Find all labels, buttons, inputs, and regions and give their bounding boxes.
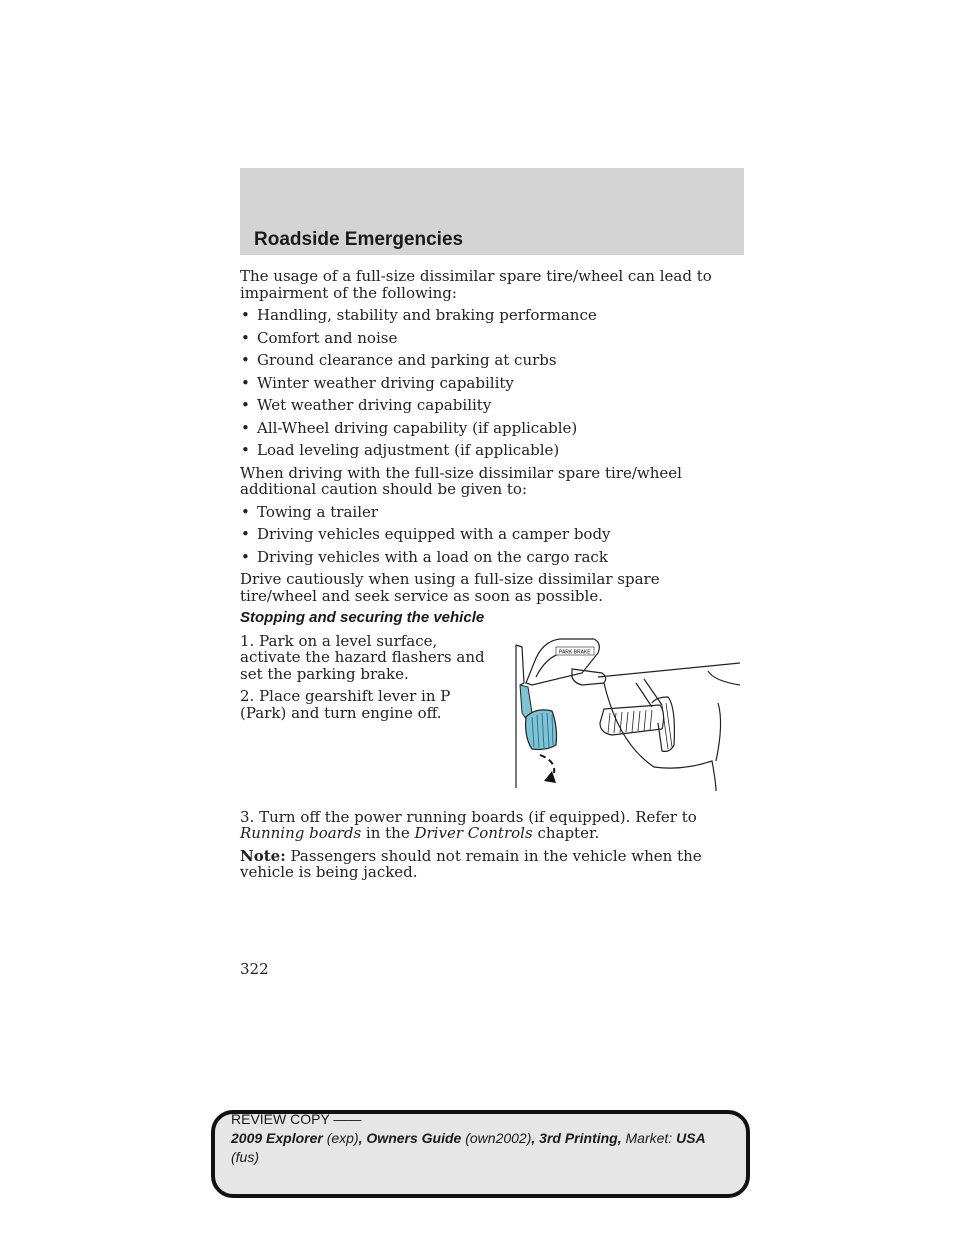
step-3: 3. Turn off the power running boards (if equipped). Refer to Running boards in the Driver Controls chapter. [240,807,697,842]
section-title: Roadside Emergencies [254,229,464,250]
impairment-list [240,307,740,459]
caution-list [240,504,740,566]
subsection-heading: Stopping and securing the vehicle [240,609,485,626]
note-paragraph: Note: Passengers should not remain in the vehicle when the vehicle is being jacked. [240,846,702,881]
parking-brake-illustration [512,633,742,793]
page-content [240,268,740,887]
bullet-icon: • [241,351,250,369]
step-1: 1. Park on a level surface, activate the hazard flashers and set the parking brake. [240,631,485,683]
review-copy-line: REVIEW COPY —— [231,1111,362,1127]
steps-text [240,633,485,728]
list-item: • Winter weather driving capability [241,373,514,392]
list-item: • Driving vehicles equipped with a camper body [241,525,611,543]
bullet-icon: • [241,502,250,521]
list-item: • All-Wheel driving capability (if applicable) [241,418,578,437]
bullet-icon: • [241,328,250,347]
list-item: • Wet weather driving capability [241,396,492,414]
page-number: 322 [240,960,269,978]
bullet-icon: • [241,525,250,543]
drive-note-paragraph: Drive cautiously when using a full-size dissimilar spare tire/wheel and seek service as soon as possible. [240,570,660,605]
bullet-icon: • [241,418,250,437]
bullet-icon: • [241,396,250,414]
list-item: • Load leveling adjustment (if applicable) [241,441,560,459]
publication-info-line: 2009 Explorer (exp), Owners Guide (own2002), 3rd Printing, Market: USA [231,1130,706,1146]
link-running-boards: Running boards [240,824,362,842]
bullet-icon: • [241,441,250,459]
caution-paragraph: When driving with the full-size dissimilar spare tire/wheel additional caution should be given to: [240,463,682,498]
list-item: • Towing a trailer [241,502,379,521]
bullet-icon: • [241,306,250,324]
note-label: Note: [240,846,286,865]
section-header-band [240,168,744,255]
list-item: • Driving vehicles with a load on the cargo rack [241,547,608,566]
step-2: 2. Place gearshift lever in P (Park) and turn engine off. [240,687,451,722]
list-item: • Ground clearance and parking at curbs [241,351,557,369]
bullet-icon: • [241,373,250,392]
steps-block [240,633,740,809]
market-code-line: (fus) [231,1149,259,1165]
park-brake-label: PARK BRAKE [559,649,591,655]
bullet-icon: • [241,547,250,566]
list-item: • Handling, stability and braking performance [241,306,597,324]
link-driver-controls: Driver Controls [414,824,533,842]
intro-paragraph: The usage of a full-size dissimilar spare tire/wheel can lead to impairment of the following: [240,267,712,302]
list-item: • Comfort and noise [241,328,398,347]
footer-text [231,1110,731,1167]
